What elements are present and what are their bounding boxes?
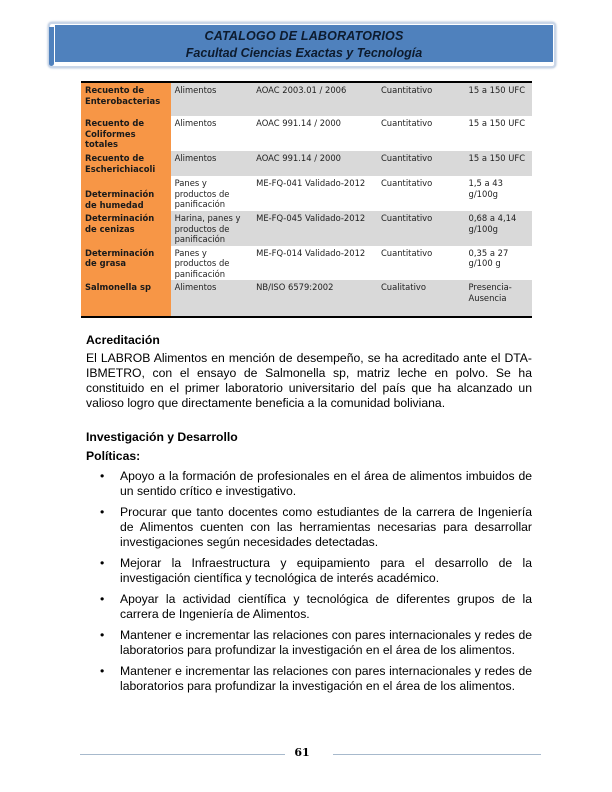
accreditation-paragraph: El LABROB Alimentos en mención de desempeño, se ha acreditado ante el DTA-IBMETRO, con el ensayo de Salmonella sp, matriz leche en polvo. Se ha constituido en el primer laboratorio universitario del país que ha alcanzado un valioso logro que directamente beneficia a la comunidad boliviana. xyxy=(86,351,532,410)
list-item-text: Mejorar la Infraestructura y equipamiento para el desarrollo de la investigación científica y tecnológica de interés académico. xyxy=(120,556,532,585)
cell-matrix: Panes y productos de panificación xyxy=(171,176,253,211)
cell-analysis: Recuento de Escherichiacoli xyxy=(81,151,171,176)
cell-matrix: Harina, panes y productos de panificación xyxy=(171,211,253,246)
footer-rule-right xyxy=(333,754,541,755)
footer-rule-left xyxy=(80,754,285,755)
cell-method: AOAC 991.14 / 2000 xyxy=(252,116,377,151)
list-item xyxy=(86,469,532,499)
cell-type: Cuantitativo xyxy=(377,176,465,211)
header-scroll-curl xyxy=(49,27,54,66)
list-item-text: Procurar que tanto docentes como estudiantes de la carrera de Ingeniería de Alimentos cuenten con las herramientas necesarias para desarrollar investigaciones según necesidades detectadas. xyxy=(120,505,532,549)
cell-matrix: Panes y productos de panificación xyxy=(171,246,253,281)
table-row xyxy=(81,280,532,317)
header-banner xyxy=(55,25,553,62)
cell-range: 15 a 150 UFC xyxy=(465,116,532,151)
cell-analysis: Determinación de humedad xyxy=(81,176,171,211)
bullet-icon: • xyxy=(100,469,105,483)
policies-heading: Políticas: xyxy=(86,449,141,463)
page-header xyxy=(48,22,556,68)
cell-analysis: Determinación de grasa xyxy=(81,246,171,281)
cell-range: 0,35 a 27 g/100 g xyxy=(465,246,532,281)
list-item xyxy=(86,628,532,658)
list-item-text: Apoyar la actividad científica y tecnológica de diferentes grupos de la carrera de Ingeniería de Alimentos. xyxy=(120,592,532,621)
header-subtitle: Facultad Ciencias Exactas y Tecnología xyxy=(185,46,423,60)
policies-list xyxy=(86,469,532,694)
cell-matrix: Alimentos xyxy=(171,82,253,116)
list-item-text: Mantener e incrementar las relaciones con pares internacionales y redes de laboratorios para profundizar la investigación en el área de los alimentos. xyxy=(120,628,532,657)
cell-type: Cuantitativo xyxy=(377,211,465,246)
list-item-text: Mantener e incrementar las relaciones con pares internacionales y redes de laboratorios para profundizar la investigación en el área de los alimentos. xyxy=(120,664,532,693)
table-row xyxy=(81,211,532,246)
bullet-icon: • xyxy=(100,628,105,642)
cell-method: ME-FQ-014 Validado-2012 xyxy=(252,246,377,281)
cell-analysis: Determinación de cenizas xyxy=(81,211,171,246)
cell-type: Cuantitativo xyxy=(377,116,465,151)
cell-matrix: Alimentos xyxy=(171,151,253,176)
list-item xyxy=(86,505,532,550)
cell-type: Cuantitativo xyxy=(377,246,465,281)
cell-range: Presencia-Ausencia xyxy=(465,280,532,317)
cell-range: 15 a 150 UFC xyxy=(465,82,532,116)
cell-type: Cuantitativo xyxy=(377,82,465,116)
list-item xyxy=(86,592,532,622)
accreditation-section xyxy=(86,333,532,411)
cell-analysis: Recuento de Enterobacterias xyxy=(81,82,171,116)
list-item xyxy=(86,556,532,586)
cell-range: 1,5 a 43 g/100g xyxy=(465,176,532,211)
bullet-icon: • xyxy=(100,505,105,519)
bullet-icon: • xyxy=(100,592,105,606)
header-title: CATALOGO DE LABORATORIOS xyxy=(204,29,404,43)
cell-matrix: Alimentos xyxy=(171,280,253,317)
cell-method: ME-FQ-045 Validado-2012 xyxy=(252,211,377,246)
cell-range: 0,68 a 4,14 g/100g xyxy=(465,211,532,246)
table-row xyxy=(81,176,532,211)
accreditation-heading: Acreditación xyxy=(86,333,160,347)
research-section xyxy=(86,430,532,700)
bullet-icon: • xyxy=(100,664,105,678)
cell-type: Cualitativo xyxy=(377,280,465,317)
page-number: 61 xyxy=(294,746,310,759)
bullet-icon: • xyxy=(100,556,105,570)
cell-range: 15 a 150 UFC xyxy=(465,151,532,176)
research-heading: Investigación y Desarrollo xyxy=(86,430,238,444)
lab-services-table xyxy=(81,81,532,318)
cell-analysis: Recuento de Coliformes totales xyxy=(81,116,171,151)
table-row xyxy=(81,151,532,176)
cell-type: Cuantitativo xyxy=(377,151,465,176)
cell-matrix: Alimentos xyxy=(171,116,253,151)
list-item-text: Apoyo a la formación de profesionales en el área de alimentos imbuidos de un sentido crítico e investigativo. xyxy=(120,469,532,498)
cell-method: ME-FQ-041 Validado-2012 xyxy=(252,176,377,211)
list-item xyxy=(86,664,532,694)
cell-method: NB/ISO 6579:2002 xyxy=(252,280,377,317)
table-row xyxy=(81,246,532,281)
cell-analysis: Salmonella sp xyxy=(81,280,171,317)
cell-method: AOAC 991.14 / 2000 xyxy=(252,151,377,176)
table-row xyxy=(81,82,532,116)
table-row xyxy=(81,116,532,151)
cell-method: AOAC 2003.01 / 2006 xyxy=(252,82,377,116)
